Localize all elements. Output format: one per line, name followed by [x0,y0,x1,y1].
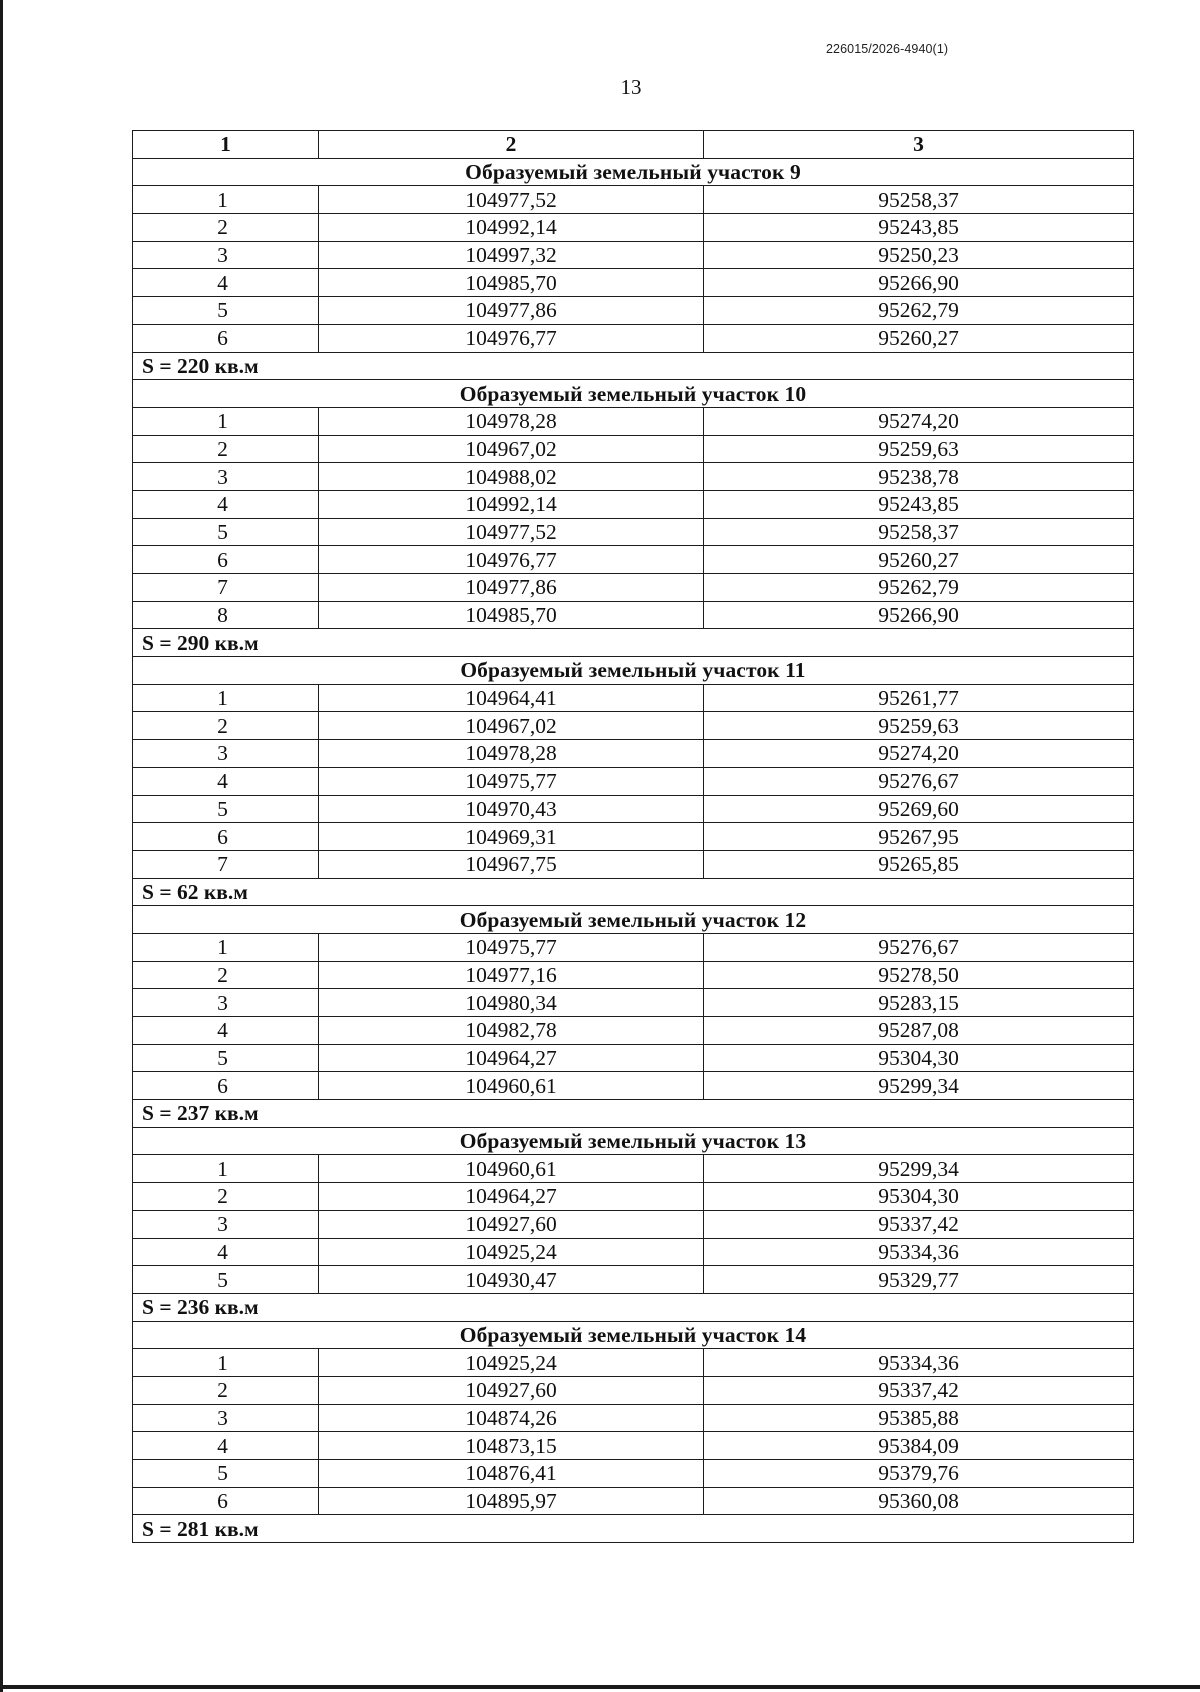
point-number-cell: 6 [133,823,319,851]
point-number-cell: 1 [133,684,319,712]
table-row [133,850,1134,878]
point-number-cell: 4 [133,767,319,795]
table-row [133,795,1134,823]
table-row [133,1072,1134,1100]
page-number: 13 [620,75,642,99]
table-row [133,574,1134,602]
header-cell-2: 2 [319,131,704,159]
table-row [133,1266,1134,1294]
x-coordinate-cell: 104967,75 [319,850,704,878]
y-coordinate-cell: 95243,85 [704,490,1134,518]
point-number-cell: 6 [133,1072,319,1100]
point-number-cell: 4 [133,490,319,518]
y-coordinate-cell: 95278,50 [704,961,1134,989]
x-coordinate-cell: 104977,86 [319,297,704,325]
coordinates-table [132,130,1134,1543]
table-row [133,767,1134,795]
y-coordinate-cell: 95259,63 [704,435,1134,463]
y-coordinate-cell: 95304,30 [704,1183,1134,1211]
table-row [133,1017,1134,1045]
x-coordinate-cell: 104988,02 [319,463,704,491]
point-number-cell: 4 [133,1432,319,1460]
section-title: Образуемый земельный участок 12 [133,906,1134,934]
table-row [133,297,1134,325]
x-coordinate-cell: 104969,31 [319,823,704,851]
x-coordinate-cell: 104964,41 [319,684,704,712]
scan-left-edge [0,0,3,1692]
section-title: Образуемый земельный участок 9 [133,158,1134,186]
table-row [133,1044,1134,1072]
x-coordinate-cell: 104960,61 [319,1072,704,1100]
x-coordinate-cell: 104970,43 [319,795,704,823]
y-coordinate-cell: 95266,90 [704,269,1134,297]
table-row [133,823,1134,851]
x-coordinate-cell: 104927,60 [319,1210,704,1238]
y-coordinate-cell: 95299,34 [704,1155,1134,1183]
table-row [133,407,1134,435]
area-value: S = 220 кв.м [133,352,1134,380]
x-coordinate-cell: 104964,27 [319,1044,704,1072]
table-row [133,241,1134,269]
table-row [133,601,1134,629]
table-row [133,1349,1134,1377]
y-coordinate-cell: 95258,37 [704,186,1134,214]
y-coordinate-cell: 95274,20 [704,740,1134,768]
y-coordinate-cell: 95262,79 [704,574,1134,602]
section-title-row [133,380,1134,408]
table-row [133,463,1134,491]
y-coordinate-cell: 95243,85 [704,214,1134,242]
area-value: S = 237 кв.м [133,1100,1134,1128]
y-coordinate-cell: 95265,85 [704,850,1134,878]
point-number-cell: 6 [133,1487,319,1515]
y-coordinate-cell: 95329,77 [704,1266,1134,1294]
y-coordinate-cell: 95283,15 [704,989,1134,1017]
table-row [133,490,1134,518]
area-row [133,1100,1134,1128]
area-row [133,1515,1134,1543]
point-number-cell: 7 [133,574,319,602]
coordinates-table-body [133,131,1134,1543]
section-title: Образуемый земельный участок 13 [133,1127,1134,1155]
header-row [133,131,1134,159]
y-coordinate-cell: 95260,27 [704,546,1134,574]
x-coordinate-cell: 104985,70 [319,269,704,297]
header-cell-3: 3 [704,131,1134,159]
y-coordinate-cell: 95360,08 [704,1487,1134,1515]
y-coordinate-cell: 95266,90 [704,601,1134,629]
x-coordinate-cell: 104927,60 [319,1376,704,1404]
x-coordinate-cell: 104976,77 [319,324,704,352]
x-coordinate-cell: 104992,14 [319,214,704,242]
x-coordinate-cell: 104967,02 [319,435,704,463]
area-value: S = 236 кв.м [133,1293,1134,1321]
table-row [133,324,1134,352]
point-number-cell: 3 [133,241,319,269]
table-row [133,1183,1134,1211]
point-number-cell: 3 [133,1210,319,1238]
x-coordinate-cell: 104975,77 [319,933,704,961]
x-coordinate-cell: 104964,27 [319,1183,704,1211]
x-coordinate-cell: 104982,78 [319,1017,704,1045]
table-row [133,518,1134,546]
y-coordinate-cell: 95299,34 [704,1072,1134,1100]
table-row [133,961,1134,989]
point-number-cell: 1 [133,1155,319,1183]
table-row [133,684,1134,712]
x-coordinate-cell: 104977,52 [319,186,704,214]
x-coordinate-cell: 104960,61 [319,1155,704,1183]
y-coordinate-cell: 95269,60 [704,795,1134,823]
area-row [133,629,1134,657]
x-coordinate-cell: 104930,47 [319,1266,704,1294]
point-number-cell: 3 [133,1404,319,1432]
y-coordinate-cell: 95274,20 [704,407,1134,435]
y-coordinate-cell: 95287,08 [704,1017,1134,1045]
point-number-cell: 2 [133,1376,319,1404]
y-coordinate-cell: 95258,37 [704,518,1134,546]
x-coordinate-cell: 104980,34 [319,989,704,1017]
point-number-cell: 4 [133,269,319,297]
point-number-cell: 3 [133,989,319,1017]
y-coordinate-cell: 95334,36 [704,1349,1134,1377]
point-number-cell: 5 [133,1044,319,1072]
table-row [133,740,1134,768]
point-number-cell: 5 [133,795,319,823]
x-coordinate-cell: 104874,26 [319,1404,704,1432]
x-coordinate-cell: 104967,02 [319,712,704,740]
table-row [133,1432,1134,1460]
point-number-cell: 4 [133,1017,319,1045]
point-number-cell: 1 [133,1349,319,1377]
table-row [133,269,1134,297]
x-coordinate-cell: 104978,28 [319,407,704,435]
table-row [133,1210,1134,1238]
area-row [133,878,1134,906]
table-row [133,1404,1134,1432]
x-coordinate-cell: 104997,32 [319,241,704,269]
table-row [133,1487,1134,1515]
x-coordinate-cell: 104977,16 [319,961,704,989]
y-coordinate-cell: 95385,88 [704,1404,1134,1432]
point-number-cell: 2 [133,712,319,740]
x-coordinate-cell: 104895,97 [319,1487,704,1515]
y-coordinate-cell: 95337,42 [704,1376,1134,1404]
section-title: Образуемый земельный участок 10 [133,380,1134,408]
point-number-cell: 4 [133,1238,319,1266]
point-number-cell: 5 [133,1460,319,1488]
section-title-row [133,1321,1134,1349]
point-number-cell: 7 [133,850,319,878]
point-number-cell: 6 [133,324,319,352]
table-row [133,214,1134,242]
x-coordinate-cell: 104978,28 [319,740,704,768]
x-coordinate-cell: 104985,70 [319,601,704,629]
area-row [133,352,1134,380]
table-row [133,435,1134,463]
table-row [133,712,1134,740]
area-value: S = 290 кв.м [133,629,1134,657]
y-coordinate-cell: 95261,77 [704,684,1134,712]
section-title: Образуемый земельный участок 14 [133,1321,1134,1349]
section-title-row [133,1127,1134,1155]
y-coordinate-cell: 95276,67 [704,933,1134,961]
point-number-cell: 3 [133,463,319,491]
table-row [133,186,1134,214]
y-coordinate-cell: 95250,23 [704,241,1134,269]
y-coordinate-cell: 95259,63 [704,712,1134,740]
area-row [133,1293,1134,1321]
x-coordinate-cell: 104992,14 [319,490,704,518]
y-coordinate-cell: 95379,76 [704,1460,1134,1488]
y-coordinate-cell: 95384,09 [704,1432,1134,1460]
y-coordinate-cell: 95238,78 [704,463,1134,491]
x-coordinate-cell: 104925,24 [319,1238,704,1266]
x-coordinate-cell: 104873,15 [319,1432,704,1460]
section-title-row [133,158,1134,186]
table-row [133,1238,1134,1266]
point-number-cell: 5 [133,518,319,546]
point-number-cell: 6 [133,546,319,574]
table-row [133,546,1134,574]
x-coordinate-cell: 104876,41 [319,1460,704,1488]
x-coordinate-cell: 104976,77 [319,546,704,574]
point-number-cell: 3 [133,740,319,768]
area-value: S = 62 кв.м [133,878,1134,906]
table-row [133,1460,1134,1488]
document-number: 226015/2026-4940(1) [826,42,949,56]
table-row [133,1376,1134,1404]
point-number-cell: 1 [133,933,319,961]
header-cell-1: 1 [133,131,319,159]
point-number-cell: 5 [133,297,319,325]
point-number-cell: 2 [133,961,319,989]
x-coordinate-cell: 104925,24 [319,1349,704,1377]
scan-bottom-edge [0,1685,1200,1689]
point-number-cell: 2 [133,214,319,242]
section-title-row [133,906,1134,934]
y-coordinate-cell: 95267,95 [704,823,1134,851]
point-number-cell: 8 [133,601,319,629]
area-value: S = 281 кв.м [133,1515,1134,1543]
y-coordinate-cell: 95262,79 [704,297,1134,325]
point-number-cell: 2 [133,1183,319,1211]
point-number-cell: 2 [133,435,319,463]
table-row [133,933,1134,961]
point-number-cell: 1 [133,407,319,435]
section-title-row [133,657,1134,685]
table-row [133,1155,1134,1183]
section-title: Образуемый земельный участок 11 [133,657,1134,685]
y-coordinate-cell: 95334,36 [704,1238,1134,1266]
point-number-cell: 1 [133,186,319,214]
y-coordinate-cell: 95260,27 [704,324,1134,352]
x-coordinate-cell: 104975,77 [319,767,704,795]
y-coordinate-cell: 95304,30 [704,1044,1134,1072]
x-coordinate-cell: 104977,86 [319,574,704,602]
y-coordinate-cell: 95276,67 [704,767,1134,795]
x-coordinate-cell: 104977,52 [319,518,704,546]
point-number-cell: 5 [133,1266,319,1294]
table-row [133,989,1134,1017]
y-coordinate-cell: 95337,42 [704,1210,1134,1238]
